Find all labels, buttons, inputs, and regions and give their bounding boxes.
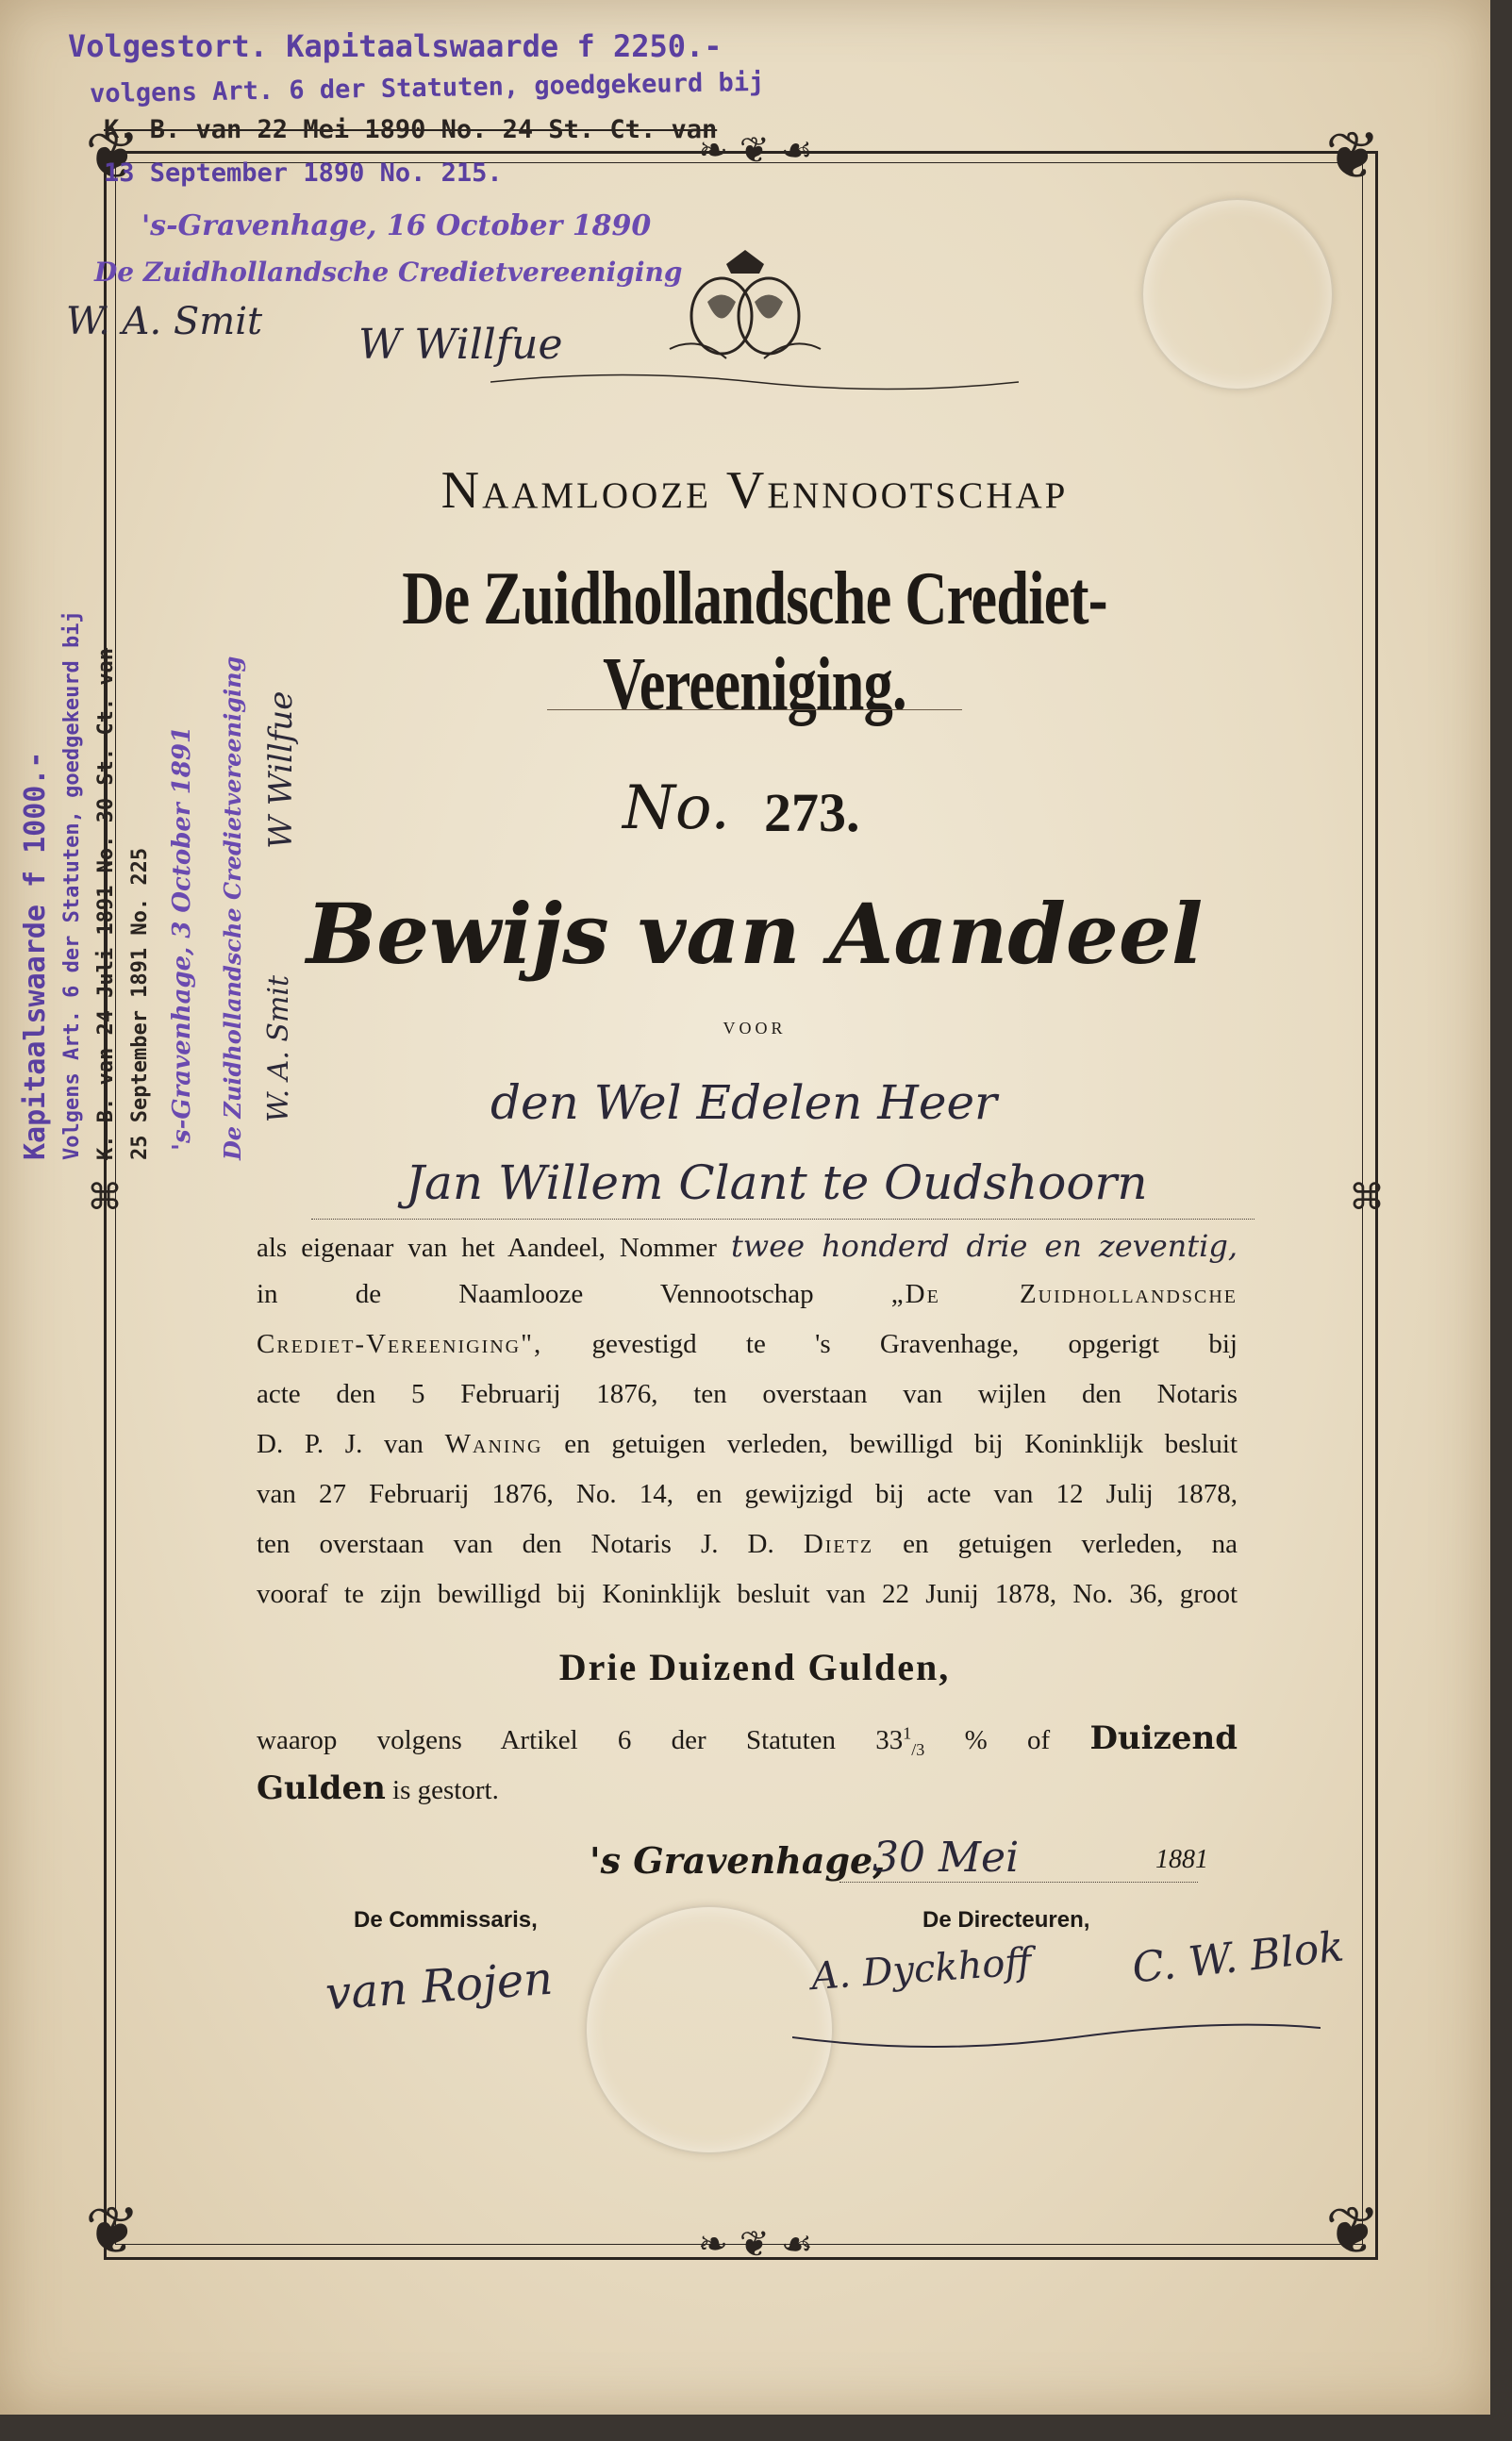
paid-line-2 xyxy=(257,1769,499,1807)
corner-ornament-top-left: ❦ xyxy=(85,117,141,194)
certificate-title: Bewijs van Aandeel xyxy=(306,885,1204,983)
paid-line-text: waarop volgens Artikel 6 der Statuten 33 xyxy=(257,1725,904,1755)
holder-name: Jan Willem Clant te Oudshoorn xyxy=(406,1155,1148,1210)
bottom-border-ornament: ❧ ❦ ☙ xyxy=(698,2223,813,2265)
top-border-ornament: ❧ ❦ ☙ xyxy=(698,129,813,171)
side-stamp-company: De Zuidhollandsche Credietvereeniging xyxy=(219,656,246,1160)
signature-directeur-1: A. Dyckhoff xyxy=(809,1939,1034,2000)
side-stamp-line1: Kapitaalswaarde f 1000.- xyxy=(19,751,52,1160)
certificate-number-prefix: No. xyxy=(623,773,730,843)
paid-is-gestort: is gestort. xyxy=(392,1775,499,1805)
body-line-4: acte den 5 Februarij 1876, ten overstaan van wijlen den Notaris xyxy=(257,1379,1238,1409)
body-line-1-text: als eigenaar van het Aandeel, Nommer xyxy=(257,1233,717,1263)
company-name-heading: De Zuidhollandsche Crediet-Vereeniging. xyxy=(402,557,1107,726)
paid-fraction-numerator: 1 xyxy=(903,1723,912,1743)
body-line-7-a: ten overstaan van den Notaris J. D. xyxy=(257,1529,774,1559)
body-line-5 xyxy=(257,1431,1238,1458)
paid-fraction-denominator: /3 xyxy=(911,1739,925,1759)
body-line-7-c: en getuigen verleden, na xyxy=(903,1529,1238,1559)
stamp-top-signature-2: W Willfue xyxy=(358,321,563,369)
body-line-2-company: „De Zuidhollandsche xyxy=(890,1279,1238,1309)
body-line-3 xyxy=(257,1331,1238,1358)
stamp-top-line2: volgens Art. 6 der Statuten, goedgekeurd bij xyxy=(89,67,765,109)
body-line-7-notary: Dietz xyxy=(803,1529,874,1559)
body-line-2 xyxy=(257,1281,1238,1308)
signature-flourish xyxy=(792,2018,1321,2056)
side-stamp xyxy=(19,443,321,1160)
right-border-ornament: ⌘ xyxy=(1349,1176,1385,1218)
company-type-heading: Naamlooze Vennootschap xyxy=(440,461,1069,520)
issue-year: 1881 xyxy=(1155,1845,1208,1874)
embossed-tax-seal xyxy=(1141,198,1334,390)
side-stamp-line2: Volgens Art. 6 der Statuten, goedgekeurd bij xyxy=(60,610,84,1160)
stamp-top-signature-smit: W. A. Smit xyxy=(66,300,263,343)
body-line-8: vooraf te zijn bewilligd bij Koninklijk besluit van 22 Junij 1878, No. 36, groot xyxy=(257,1579,1238,1609)
paid-percent-sign: % xyxy=(964,1725,988,1755)
corner-ornament-bottom-left: ❦ xyxy=(85,2192,141,2269)
paid-line-1 xyxy=(257,1719,1238,1759)
side-stamp-signature-2: W Willfue xyxy=(262,690,300,849)
commissaris-label: De Commissaris, xyxy=(354,1907,538,1933)
voor-label: VOOR xyxy=(723,1019,787,1038)
holder-name-line xyxy=(311,1219,1254,1220)
body-line-7 xyxy=(257,1531,1238,1558)
corner-ornament-bottom-right: ❦ xyxy=(1325,2192,1381,2269)
left-border-ornament: ⌘ xyxy=(87,1176,123,1218)
vignette-flourish xyxy=(490,368,1019,396)
body-line-3-text: gevestigd te 's Gravenhage, opgerigt bij xyxy=(591,1329,1238,1359)
share-number-handwritten: twee honderd drie en zeventig, xyxy=(730,1228,1238,1264)
stamp-top-company: De Zuidhollandsche Credietvereeniging xyxy=(94,257,683,288)
stamp-top-line3: K. B. van 22 Mei 1890 No. 24 St. Ct. van xyxy=(104,115,718,144)
paid-amount-duizend: Duizend xyxy=(1089,1719,1238,1757)
certificate-number: 273. xyxy=(764,782,860,843)
side-stamp-line3: K. B. van 24 Juli 1891 No. 30 St. Ct. van xyxy=(94,647,118,1160)
body-line-3-company: Crediet-Vereeniging", xyxy=(257,1329,543,1359)
corner-ornament-top-right: ❦ xyxy=(1325,117,1381,194)
share-amount: Drie Duizend Gulden, xyxy=(558,1646,951,1688)
issue-date-line xyxy=(839,1882,1198,1883)
body-line-1 xyxy=(257,1228,1238,1264)
paid-amount-gulden: Gulden xyxy=(257,1769,386,1807)
body-line-5-a: D. P. J. van xyxy=(257,1429,424,1459)
side-stamp-line4: 25 September 1891 No. 225 xyxy=(128,847,152,1160)
side-stamp-signature-smit: W. A. Smit xyxy=(262,974,295,1122)
coat-of-arms-vignette xyxy=(660,245,830,377)
stamp-top-line4: 13 September 1890 No. 215. xyxy=(104,158,503,188)
header-divider xyxy=(547,709,962,710)
stamp-top-place-date: 's-Gravenhage, 16 October 1890 xyxy=(141,209,652,242)
body-line-2-text: in de Naamlooze Vennootschap xyxy=(257,1279,814,1309)
issue-place: 's Gravenhage, xyxy=(590,1839,886,1882)
side-stamp-place-date: 's-Gravenhage, 3 October 1891 xyxy=(168,725,196,1151)
body-line-5-c: en getuigen verleden, bewilligd bij Koninklijk besluit xyxy=(564,1429,1238,1459)
signature-directeur-2: C. W. Blok xyxy=(1129,1922,1347,1993)
directeuren-label: De Directeuren, xyxy=(922,1907,1090,1933)
signature-commissaris: van Rojen xyxy=(324,1951,555,2021)
stamp-top-line1: Volgestort. Kapitaalswaarde f 2250.- xyxy=(68,28,723,64)
paid-of-word: of xyxy=(1027,1725,1051,1755)
body-line-6: van 27 Februarij 1876, No. 14, en gewijzigd bij acte van 12 Julij 1878, xyxy=(257,1479,1238,1509)
issue-date-handwritten: 30 Mei xyxy=(872,1834,1020,1882)
holder-salutation: den Wel Edelen Heer xyxy=(490,1075,997,1130)
body-line-5-notary: Waning xyxy=(444,1429,543,1459)
